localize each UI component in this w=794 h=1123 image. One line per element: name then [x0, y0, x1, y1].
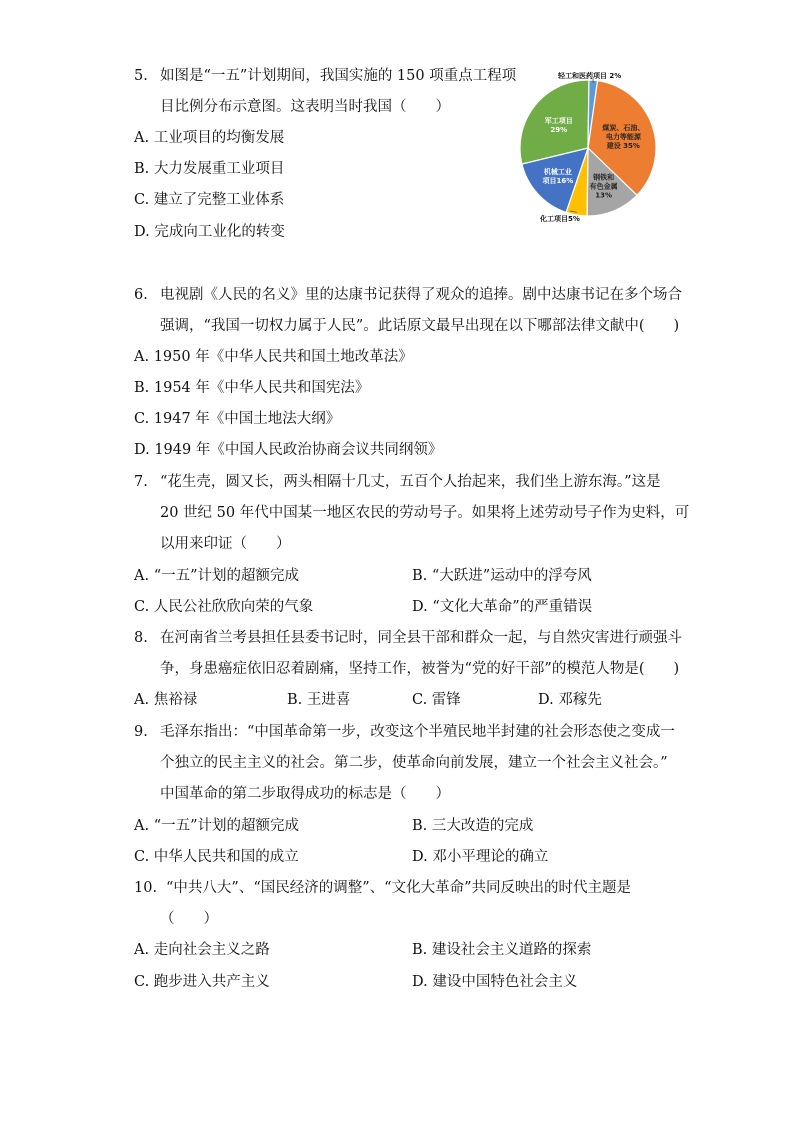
question-8-line-1 — [134, 628, 682, 648]
question-10-option-a[interactable] — [134, 940, 270, 960]
pie-label-0: 煤炭、石油、电力等能源建设 35% — [602, 123, 645, 150]
option-letter: D. — [412, 849, 428, 865]
question-9-option-a[interactable] — [134, 816, 299, 836]
pie-label-2: 化工项目5% — [540, 215, 580, 223]
question-5-option-a[interactable] — [134, 128, 284, 148]
option-text: 工业项目的均衡发展 — [153, 130, 285, 146]
option-letter: C. — [412, 692, 428, 708]
option-text: 跑步进入共产主义 — [153, 974, 270, 990]
question-6-option-d[interactable] — [134, 440, 442, 460]
option-text: “文化大革命”的严重错误 — [432, 599, 593, 615]
question-5-line-1 — [134, 66, 516, 86]
question-6-option-c[interactable] — [134, 409, 340, 429]
question-text: 毛泽东指出：“中国革命第一步，改变这个半殖民地半封建的社会形态使之变成一 — [160, 724, 675, 740]
question-9-line-3: 中国革命的第二步取得成功的标志是（ ） — [160, 786, 450, 802]
option-letter: A. — [134, 818, 150, 834]
option-text: 1950 年《中华人民共和国土地改革法》 — [153, 349, 413, 365]
question-text: 如图是“一五”计划期间，我国实施的 150 项重点工程项 — [160, 68, 517, 84]
pie-chart — [512, 60, 672, 230]
question-7-line-2: 20 世纪 50 年代中国某一地区农民的劳动号子。如果将上述劳动号子作为史料，可 — [160, 505, 690, 521]
option-letter: D. — [134, 224, 150, 240]
option-letter: B. — [134, 161, 150, 177]
question-5-option-d[interactable] — [134, 222, 285, 242]
question-9-option-b[interactable] — [412, 816, 533, 836]
question-number: 7. — [134, 474, 148, 490]
question-7-option-d[interactable] — [412, 597, 592, 617]
question-10-line-2: （ ） — [160, 911, 218, 927]
question-8-option-c[interactable] — [412, 690, 461, 710]
option-text: 邓小平理论的确立 — [432, 849, 549, 865]
question-9-line-1 — [134, 722, 675, 742]
question-5-option-c[interactable] — [134, 190, 284, 210]
question-7-line-1 — [134, 472, 661, 492]
question-8-option-b[interactable] — [287, 690, 350, 710]
option-text: 完成向工业化的转变 — [154, 224, 285, 240]
option-text: 建立了完整工业体系 — [153, 192, 285, 208]
option-letter: B. — [412, 942, 428, 958]
option-text: 三大改造的完成 — [431, 818, 534, 834]
option-text: 1954 年《中华人民共和国宪法》 — [153, 380, 370, 396]
question-text: “中共八大”、“国民经济的调整”、“文化大革命”共同反映出的时代主题是 — [166, 880, 631, 896]
option-letter: C. — [134, 192, 150, 208]
option-text: 建设社会主义道路的探索 — [431, 942, 592, 958]
question-6-option-b[interactable] — [134, 378, 369, 398]
option-letter: A. — [134, 692, 150, 708]
option-letter: C. — [134, 411, 150, 427]
question-number: 10. — [134, 880, 158, 896]
option-text: 人民公社欣欣向荣的气象 — [153, 599, 314, 615]
option-text: 走向社会主义之路 — [153, 942, 270, 958]
pie-label-4: 军工项目 29% — [544, 117, 573, 135]
option-letter: B. — [134, 380, 150, 396]
question-9-option-d[interactable] — [412, 847, 548, 867]
question-10-option-d[interactable] — [412, 972, 577, 992]
option-text: 王进喜 — [306, 692, 351, 708]
question-8-option-d[interactable] — [538, 690, 602, 710]
question-10-option-b[interactable] — [412, 940, 591, 960]
option-letter: B. — [287, 692, 303, 708]
option-letter: B. — [412, 818, 428, 834]
question-8-line-2: 争，身患癌症依旧忍着剧痛，坚持工作，被誉为“党的好干部”的模范人物是( ) — [160, 661, 680, 677]
pie-label-3: 机械工业项目16% — [542, 168, 574, 186]
option-letter: A. — [134, 130, 150, 146]
question-5-option-b[interactable] — [134, 159, 284, 179]
option-letter: D. — [134, 442, 150, 458]
question-6-line-1 — [134, 285, 682, 305]
option-text: “一五”计划的超额完成 — [153, 818, 300, 834]
option-text: 建设中国特色社会主义 — [432, 974, 578, 990]
option-text: “一五”计划的超额完成 — [153, 568, 300, 584]
question-7-option-a[interactable] — [134, 566, 299, 586]
option-text: 邓稼先 — [558, 692, 602, 708]
question-10-option-c[interactable] — [134, 972, 270, 992]
question-number: 5. — [134, 68, 148, 84]
question-7-option-b[interactable] — [412, 566, 592, 586]
pie-chart-svg — [512, 60, 672, 230]
option-text: 中华人民共和国的成立 — [153, 849, 299, 865]
question-6-line-2: 强调，“我国一切权力属于人民”。此话原文最早出现在以下哪部法律文献中( ) — [160, 318, 680, 334]
option-text: 焦裕禄 — [153, 692, 198, 708]
option-letter: A. — [134, 349, 150, 365]
question-text: 在河南省兰考县担任县委书记时，同全县干部和群众一起，与自然灾害进行顽强斗 — [160, 630, 682, 646]
question-8-option-a[interactable] — [134, 690, 197, 710]
pie-label-5: 轻工和医药项目 2% — [558, 72, 622, 80]
question-5-line-2: 目比例分布示意图。这表明当时我国（ ） — [160, 99, 450, 115]
question-7-line-3: 以用来印证（ ） — [160, 536, 291, 552]
question-number: 6. — [134, 287, 148, 303]
option-text: 1949 年《中国人民政治协商会议共同纲领》 — [154, 442, 443, 458]
question-7-option-c[interactable] — [134, 597, 313, 617]
option-text: 1947 年《中国土地法大纲》 — [153, 411, 341, 427]
option-text: 大力发展重工业项目 — [153, 161, 285, 177]
option-letter: C. — [134, 599, 150, 615]
option-text: 雷锋 — [431, 692, 461, 708]
question-number: 8. — [134, 630, 148, 646]
question-6-option-a[interactable] — [134, 347, 413, 367]
option-letter: A. — [134, 942, 150, 958]
question-9-line-2: 个独立的民主主义的社会。第二步，使革命向前发展，建立一个社会主义社会。” — [160, 755, 668, 771]
question-text: 电视剧《人民的名义》里的达康书记获得了观众的追捧。剧中达康书记在多个场合 — [160, 287, 682, 303]
question-text: “花生壳，圆又长，两头相隔十几丈，五百个人抬起来，我们坐上游东海。”这是 — [160, 474, 661, 490]
option-letter: D. — [412, 974, 428, 990]
question-number: 9. — [134, 724, 148, 740]
option-letter: D. — [412, 599, 428, 615]
pie-label-1: 钢铁和有色金属 13% — [589, 173, 618, 200]
option-letter: C. — [134, 849, 150, 865]
option-letter: A. — [134, 568, 150, 584]
option-letter: D. — [538, 692, 554, 708]
option-letter: C. — [134, 974, 150, 990]
option-letter: B. — [412, 568, 428, 584]
question-10-line-1 — [134, 878, 631, 898]
option-text: “大跃进”运动中的浮夸风 — [431, 568, 592, 584]
question-9-option-c[interactable] — [134, 847, 299, 867]
